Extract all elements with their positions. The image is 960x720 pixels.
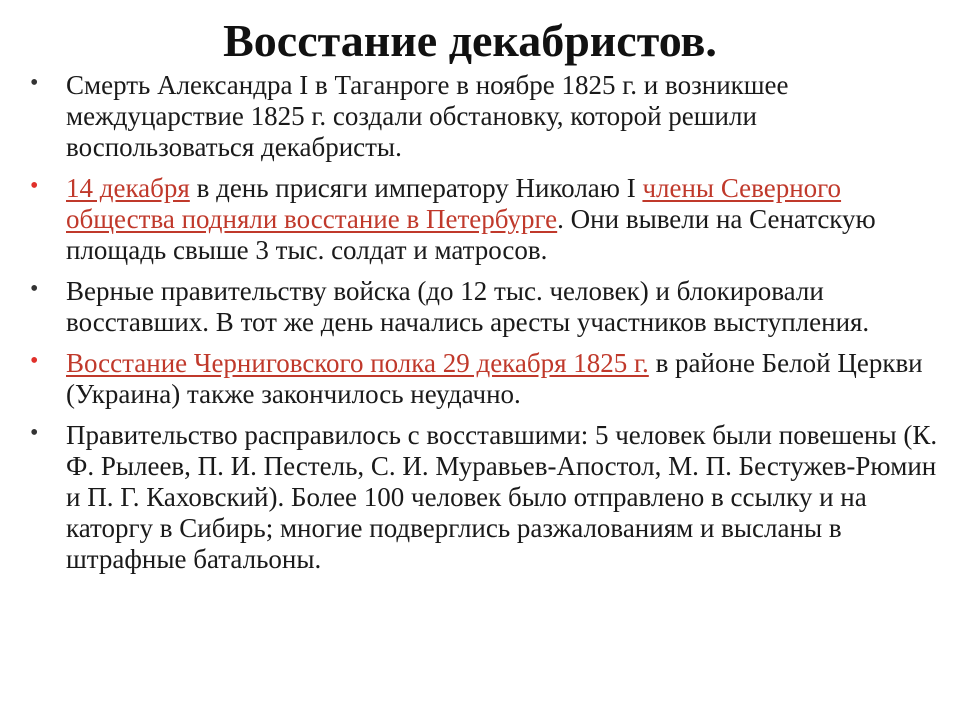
bullet-text: в районе Белой Церкви (Украина) также закончилось неудачно. (66, 348, 923, 409)
bullet-text: Верные правительству войска (до 12 тыс. человек) и блокировали восставших. В тот же день начались аресты участников выступления. (66, 276, 870, 337)
bullet-marker-icon: • (30, 420, 39, 446)
bullet-text: . Они вывели на Сенатскую площадь свыше 3 тыс. солдат и матросов. (66, 204, 876, 265)
slide-title: Восстание декабристов. (223, 15, 717, 66)
bullet-list (28, 70, 938, 585)
bullet-item (28, 173, 938, 266)
hyperlink[interactable]: члены Северного общества подняли восстание в Петербурге (66, 173, 842, 234)
bullet-item (28, 348, 938, 410)
hyperlink[interactable]: Восстание Черниговского полка 29 декабря 1825 г. (66, 348, 649, 378)
bullet-item (28, 420, 938, 575)
hyperlink[interactable]: 14 декабря (66, 173, 190, 203)
bullet-text: Смерть Александра I в Таганроге в ноябре 1825 г. и возникшее междуцарствие 1825 г. создали обстановку, которой решили воспользоваться декабристы. (66, 70, 789, 162)
bullet-item (28, 276, 938, 338)
bullet-marker-icon: • (30, 70, 39, 96)
bullet-text: Правительство расправилось с восставшими: 5 человек были повешены (К. Ф. Рылеев, П. И. Пестель, С. И. Муравьев-Апостол, М. П. Бестужев-Рюмин и П. Г. Каховский). Более 100 человек было отправлено в ссылку и на каторгу в Сибирь; многие подверглись разжалованиям и высланы в штрафные батальоны. (66, 420, 938, 574)
bullet-marker-icon: • (30, 173, 39, 199)
bullet-marker-icon: • (30, 276, 39, 302)
bullet-text: в день присяги императору Николаю I (189, 173, 643, 203)
bullet-item (28, 70, 938, 163)
bullet-marker-icon: • (30, 348, 39, 374)
